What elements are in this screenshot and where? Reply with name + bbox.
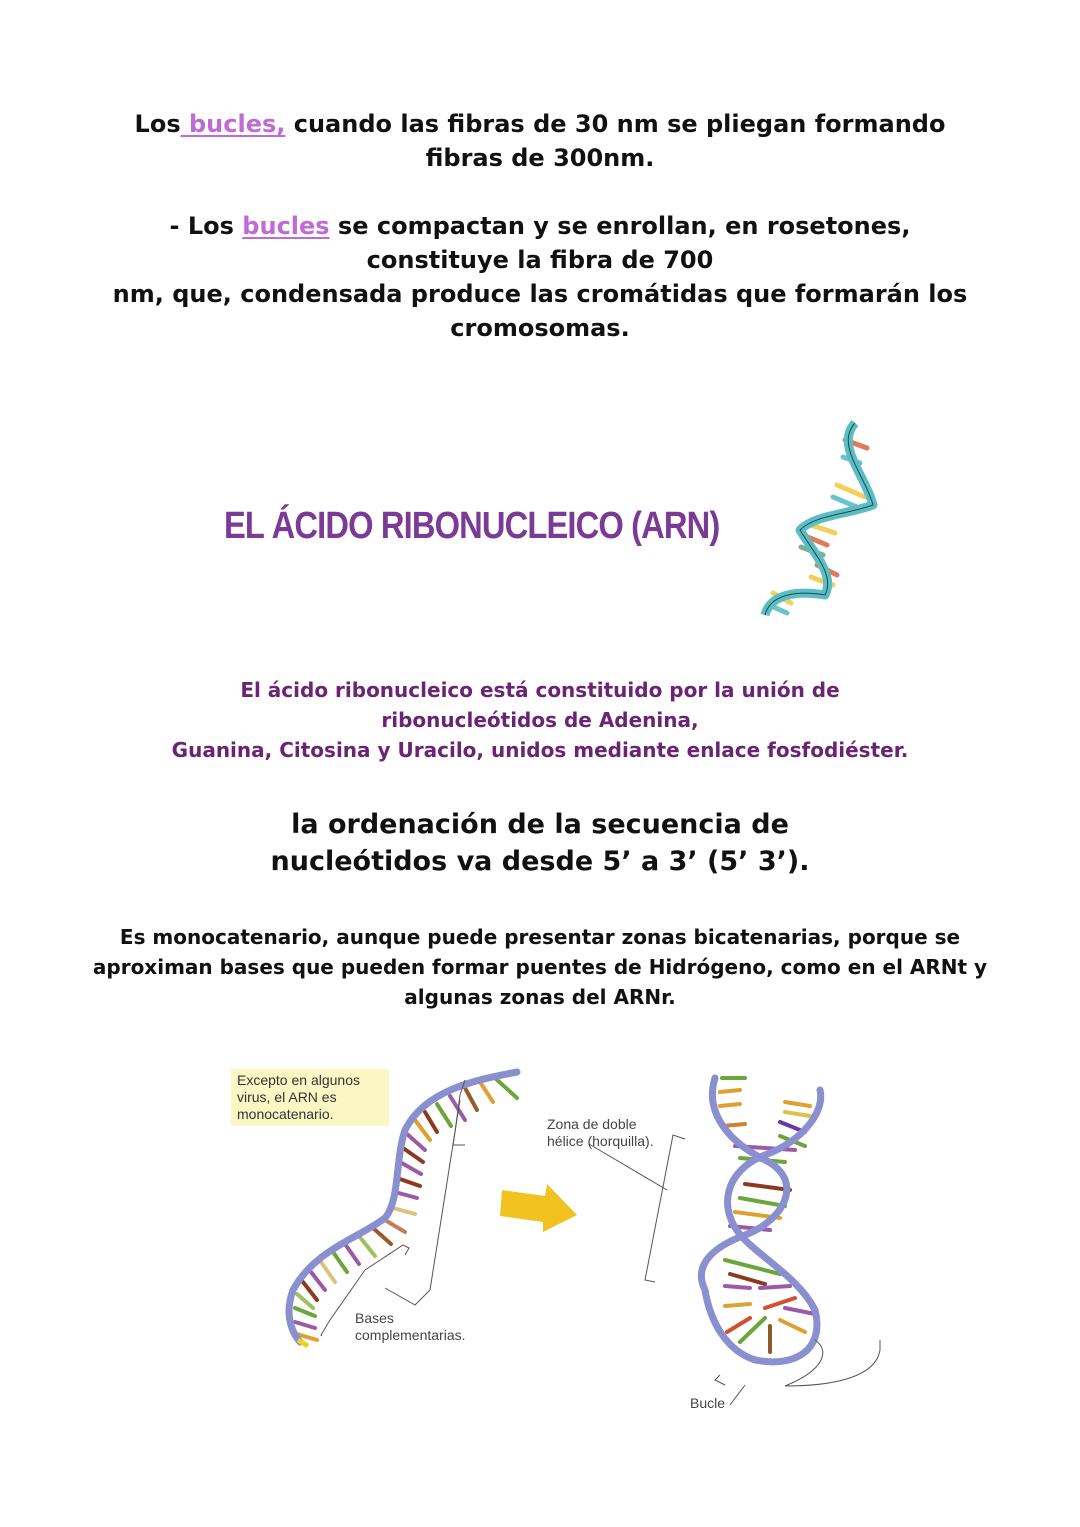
loop-label: Bucle xyxy=(690,1395,726,1411)
paragraph-rosettes-line4: cromosomas. xyxy=(450,314,630,342)
paragraph-rosettes-line3: nm, que, condensada produce las cromátidas que formarán los xyxy=(112,280,968,308)
mono-line3: algunas zonas del ARNr. xyxy=(404,985,676,1009)
note-line: Excepto en algunos xyxy=(237,1072,360,1088)
text: cuando las fibras de 30 nm se pliegan formando xyxy=(285,110,946,138)
note-line: monocatenario. xyxy=(237,1106,334,1122)
link-bucles[interactable]: bucles, xyxy=(180,110,286,138)
paragraph-loops-line2: fibras de 300nm. xyxy=(425,144,655,172)
section-title: EL ÁCIDO RIBONUCLEICO (ARN) xyxy=(224,505,720,547)
label-line: hélice (horquilla). xyxy=(547,1133,654,1149)
mono-line2: aproximan bases que pueden formar puentes de Hidrógeno, como en el ARNt y xyxy=(92,955,988,979)
paragraph-rosettes-line2: constituye la fibra de 700 xyxy=(366,246,714,274)
intro-line3: Guanina, Citosina y Uracilo, unidos mediante enlace fosfodiéster. xyxy=(171,738,909,762)
monocatenary-note xyxy=(231,1069,389,1126)
label-line: Zona de doble xyxy=(547,1116,637,1132)
label-line: complementarias. xyxy=(355,1327,466,1343)
dna-helix-icon xyxy=(755,415,885,625)
complementary-bases-label xyxy=(355,1310,466,1344)
label-line: Bases xyxy=(355,1310,394,1326)
arrow-right-icon xyxy=(500,1184,577,1232)
paragraph-loops xyxy=(0,107,1080,141)
intro-line2: ribonucleótidos de Adenina, xyxy=(381,708,699,732)
rna-structure-figure xyxy=(225,1050,895,1430)
link-bucles-2[interactable]: bucles xyxy=(242,212,330,240)
text: - Los xyxy=(169,212,243,240)
paragraph-rosettes xyxy=(0,209,1080,243)
text: Los xyxy=(134,110,181,138)
note-line: virus, el ARN es xyxy=(237,1089,337,1105)
text: se compactan y se enrollan, en rosetones, xyxy=(329,212,911,240)
order-line1: la ordenación de la secuencia de xyxy=(291,809,789,840)
order-line2: nucleótidos va desde 5’ a 3’ (5’ 3’). xyxy=(270,846,810,877)
mono-line1: Es monocatenario, aunque puede presentar zonas bicatenarias, porque se xyxy=(119,925,961,949)
intro-line1: El ácido ribonucleico está constituido por la unión de xyxy=(240,678,840,702)
double-helix-label xyxy=(547,1116,654,1150)
